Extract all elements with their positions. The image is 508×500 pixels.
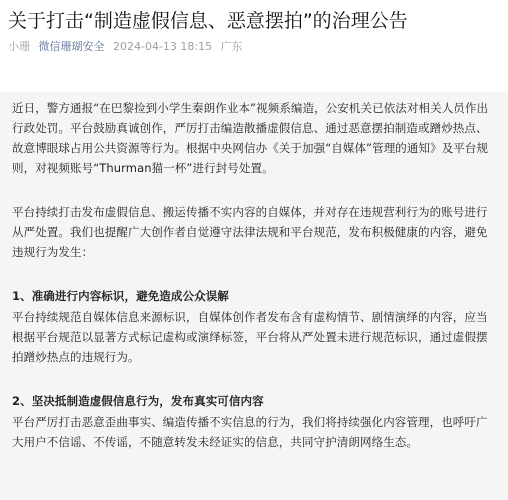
- publish-datetime: 2024-04-13 18:15: [113, 40, 213, 53]
- section-body: 平台严厉打击恶意歪曲事实、编造传播不实信息的行为，我们将持续强化内容管理，也呼吁广大用户不信谣、不传谣，不随意转发未经证实的信息，共同守护清朗网络生态。: [12, 415, 488, 449]
- section-heading: 2、坚决抵制造虚假信息行为，发布真实可信内容: [12, 394, 264, 408]
- article-body: [12, 98, 498, 452]
- paragraph-notice: 平台持续打击发布虚假信息、搬运传播不实内容的自媒体，并对存在违规营利行为的账号进行从严处置。我们也提醒广大创作者自觉遵守法律法规和平台规范，发布积极健康的内容，避免违规行为发生：: [12, 205, 488, 259]
- section-heading: 1、准确进行内容标识，避免造成公众误解: [12, 289, 229, 303]
- paragraph-gap: [12, 178, 498, 202]
- page-title: 关于打击“制造虚假信息、恶意摆拍”的治理公告: [8, 10, 408, 32]
- paragraph-intro: 近日，警方通报“在巴黎捡到小学生秦朗作业本”视频系编造，公安机关已依法对相关人员作出行政处罚。平台鼓励真诚创作，严厉打击编造散播虚假信息、通过恶意摆拍制造或蹭炒热点、故意博眼球占用公共资源等行为。根据中央网信办《关于加强“自媒体”管理的通知》及平台规则，对视频账号“Thurman猫一杯”进行封号处置。: [12, 101, 489, 175]
- publish-location: 广东: [220, 40, 243, 53]
- account-name-link[interactable]: 微信珊瑚安全: [38, 40, 105, 53]
- section-body: 平台持续规范自媒体信息来源标识，自媒体创作者发布含有虚构情节、剧情演绎的内容，应当根据平台规范以显著方式标记虚构或演绎标签，平台将从严处置未进行规范标识，通过虚假摆拍蹭炒热点的违规行为。: [12, 310, 488, 364]
- paragraph-gap: [12, 262, 498, 286]
- author-name: 小珊: [8, 40, 30, 53]
- article-meta: [8, 40, 248, 54]
- paragraph-gap: [12, 367, 498, 391]
